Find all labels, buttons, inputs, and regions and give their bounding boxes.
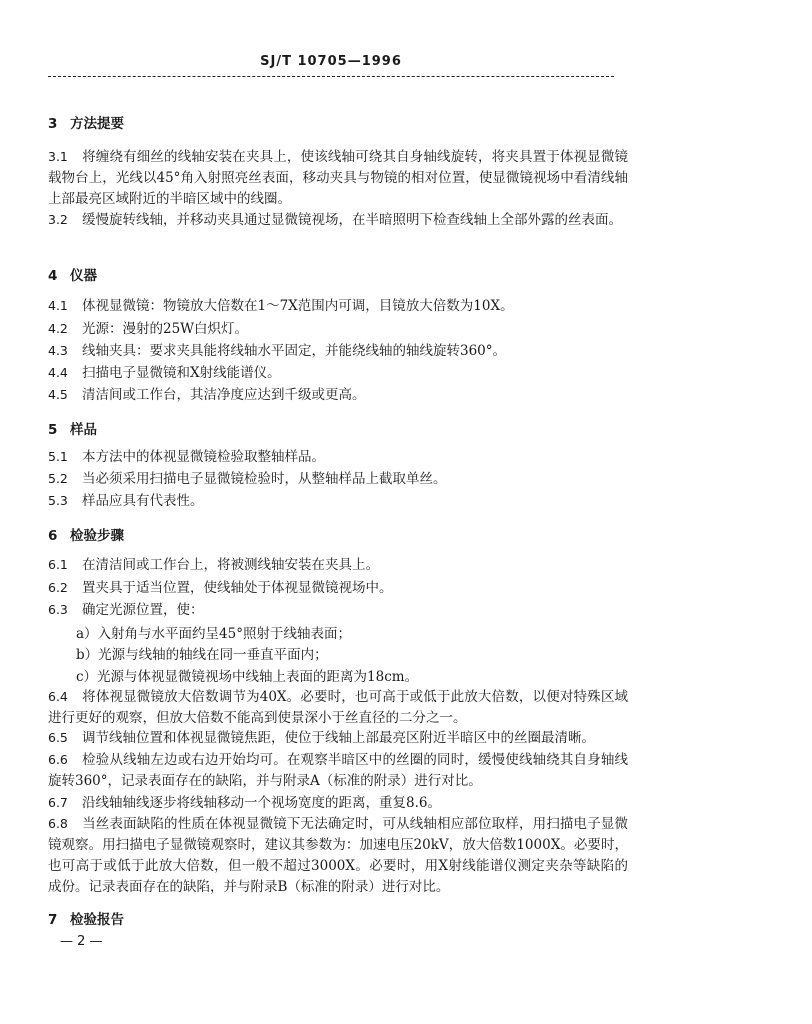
section-3-heading: 3 方法提要 [48,116,124,132]
clause-6-3-item-a: a）入射角与水平面约呈45°照射于线轴表面； [76,626,351,642]
clause-4-4: 4.4 扫描电子显微镜和X射线能谱仪。 [48,365,281,381]
clause-6-5: 6.5 调节线轴位置和体视显微镜焦距，使位于线轴上部最亮区附近半暗区中的丝圈最清晰。 [48,730,595,746]
clause-4-1: 4.1 体视显微镜：物镜放大倍数在1～7X范围内可调，目镜放大倍数为10X。 [48,298,514,314]
clause-6-3-item-b: b）光源与线轴的轴线在同一垂直平面内； [76,647,328,663]
section-6-heading: 6 检验步骤 [48,528,124,544]
header-divider [48,76,614,77]
clause-5-2: 5.2 当必须采用扫描电子显微镜检验时，从整轴样品上截取单丝。 [48,471,447,487]
clause-6-2: 6.2 置夹具于适当位置，使线轴处于体视显微镜视场中。 [48,580,393,596]
clause-4-5: 4.5 清洁间或工作台，其洁净度应达到千级或更高。 [48,387,366,403]
clause-6-7: 6.7 沿线轴轴线逐步将线轴移动一个视场宽度的距离，重复8.6。 [48,795,441,811]
clause-6-3: 6.3 确定光源位置，使： [48,602,204,618]
clause-3-2: 3.2 缓慢旋转线轴，并移动夹具通过显微镜视场，在半暗照明下检查线轴上全部外露的丝表面。 [48,212,622,228]
clause-4-3: 4.3 线轴夹具：要求夹具能将线轴水平固定，并能绕线轴的轴线旋转360°。 [48,343,507,359]
clause-5-3: 5.3 样品应具有代表性。 [48,493,204,509]
clause-6-4: 6.4 将体视显微镜放大倍数调节为40X。必要时，也可高于或低于此放大倍数，以便对特殊区域进行更好的观察，但放大倍数不能高到使景深小于丝直径的二分之一。 [48,689,628,726]
standard-number-header: SJ/T 10705—1996 [260,54,402,69]
page-number: — 2 — [60,934,103,949]
section-5-heading: 5 样品 [48,422,97,438]
clause-3-1: 3.1 将缠绕有细丝的线轴安装在夹具上，使该线轴可绕其自身轴线旋转，将夹具置于体视显微镜载物台上，光线以45°角入射照亮丝表面，移动夹具与物镜的相对位置，使显微镜视场中看清线轴上部最亮区域附近的半暗区域中的线圈。 [48,149,628,207]
section-7-heading: 7 检验报告 [48,912,124,928]
clause-6-3-item-c: c）光源与体视显微镜视场中线轴上表面的距离为18cm。 [76,669,419,685]
section-4-heading: 4 仪器 [48,268,97,284]
clause-4-2: 4.2 光源：漫射的25W白炽灯。 [48,321,249,337]
clause-6-6: 6.6 检验从线轴左边或右边开始均可。在观察半暗区中的丝圈的同时，缓慢使线轴绕其自身轴线旋转360°，记录表面存在的缺陷，并与附录A（标准的附录）进行对比。 [48,752,628,789]
clause-5-1: 5.1 本方法中的体视显微镜检验取整轴样品。 [48,449,325,465]
clause-6-8: 6.8 当丝表面缺陷的性质在体视显微镜下无法确定时，可从线轴相应部位取样，用扫描电子显微镜观察。用扫描电子显微镜观察时，建议其参数为：加速电压20kV，放大倍数1000X。必要时，也可高于或低于此放大倍数，但一般不超过3000X。必要时，用X射线能谱仪测定夹杂等缺陷的成份。记录表面存在的缺陷，并与附录B（标准的附录）进行对比。 [48,816,628,895]
clause-6-1: 6.1 在清洁间或工作台上，将被测线轴安装在夹具上。 [48,557,379,573]
